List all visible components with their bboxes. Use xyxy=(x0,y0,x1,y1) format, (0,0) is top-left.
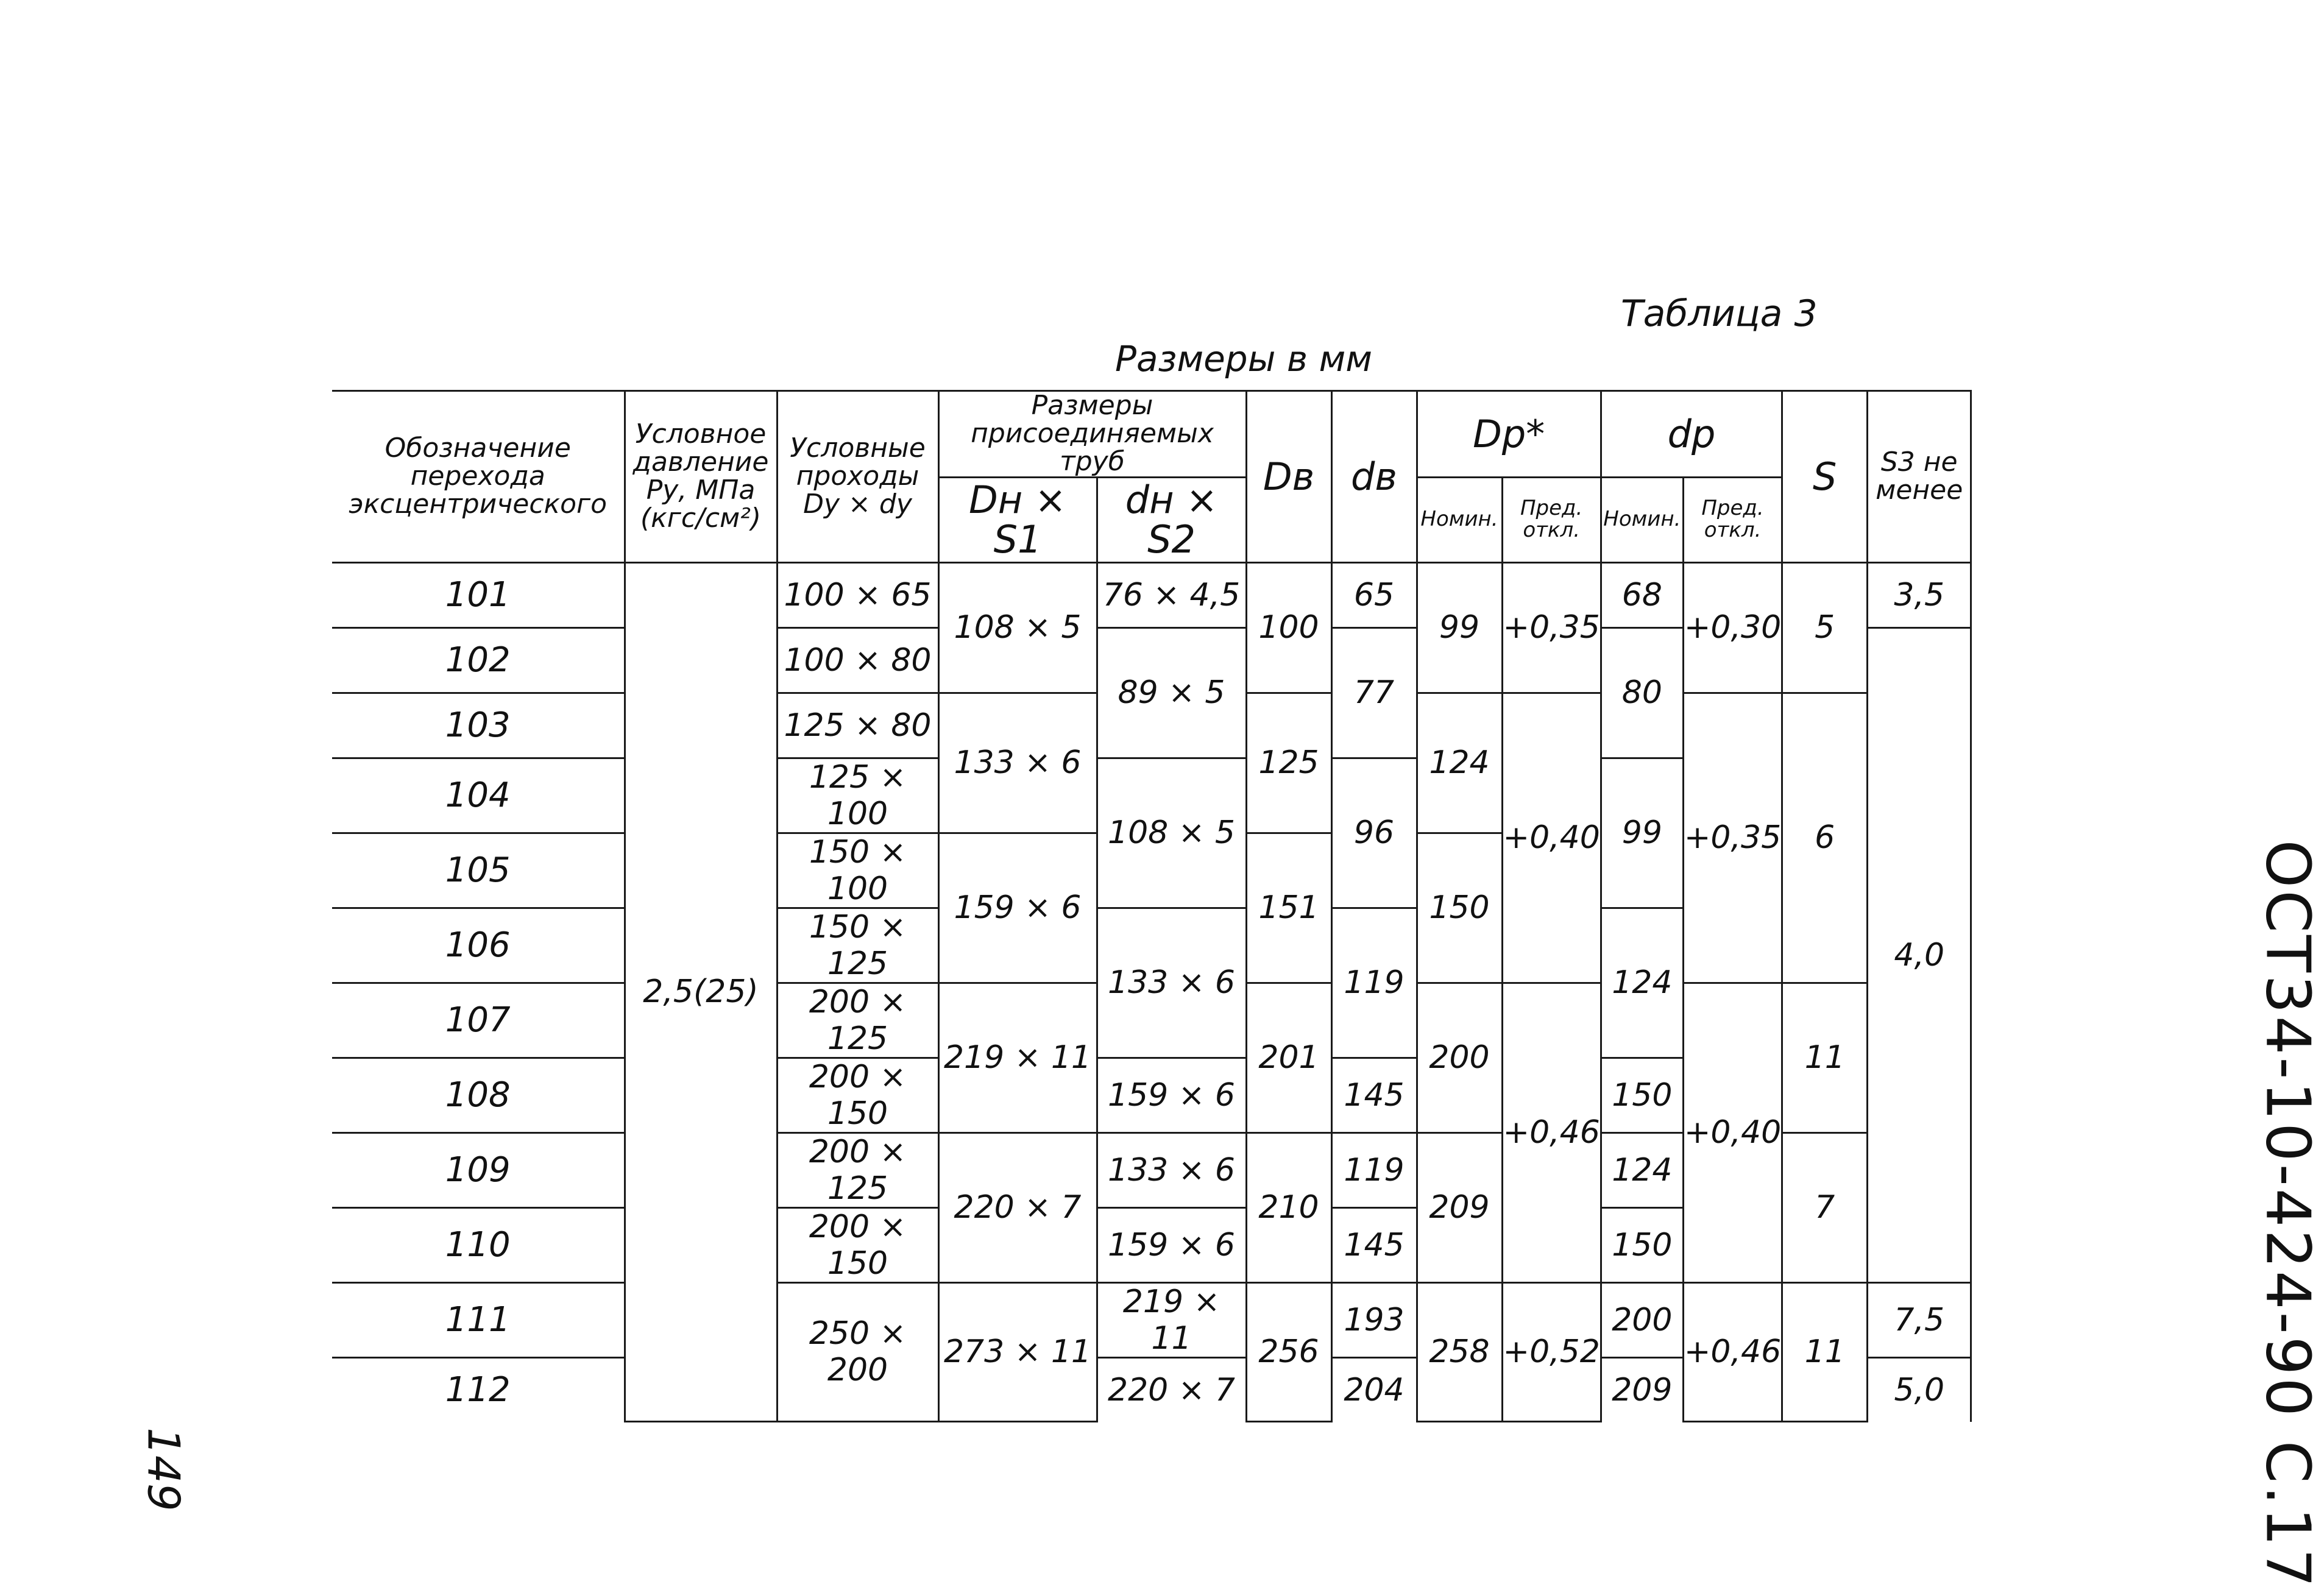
passage-cell: 200 × 125 xyxy=(777,1132,938,1207)
pipe-small-cell: 219 × 11 xyxy=(1097,1282,1246,1357)
passage-cell: 250 × 200 xyxy=(777,1282,938,1422)
dp-deviation-cell: +0,30 xyxy=(1683,562,1782,693)
S3-cell: 7,5 xyxy=(1868,1282,1971,1357)
pipe-big-cell: 273 × 11 xyxy=(938,1282,1097,1422)
header-passages: Условные проходы Dy × dy xyxy=(777,391,938,563)
dp-nominal-cell: 200 xyxy=(1601,1282,1683,1357)
Dp-nominal-cell: 209 xyxy=(1417,1132,1502,1282)
pipe-small-cell: 220 × 7 xyxy=(1097,1357,1246,1422)
S-cell: 6 xyxy=(1782,693,1868,983)
Dp-deviation-cell: +0,35 xyxy=(1502,562,1601,693)
dv-cell: 145 xyxy=(1331,1207,1417,1282)
header-S3: S3 не менее xyxy=(1868,391,1971,563)
page-number: 149 xyxy=(138,1427,190,1511)
S-cell: 5 xyxy=(1782,562,1868,693)
pipe-small-cell: 89 × 5 xyxy=(1097,627,1246,758)
header-Dp-nominal: Номин. xyxy=(1417,477,1502,562)
dp-nominal-cell: 80 xyxy=(1601,627,1683,758)
header-Dp: Dp* xyxy=(1417,391,1601,478)
row-code: 111 xyxy=(332,1282,625,1357)
header-Dp-deviation: Пред. откл. xyxy=(1502,477,1601,562)
row-code: 103 xyxy=(332,693,625,758)
row-code: 105 xyxy=(332,833,625,908)
Dv-cell: 210 xyxy=(1246,1132,1331,1282)
dp-deviation-cell: +0,46 xyxy=(1683,1282,1782,1422)
row-code: 102 xyxy=(332,627,625,693)
pipe-small-cell: 159 × 6 xyxy=(1097,1058,1246,1132)
dv-cell: 96 xyxy=(1331,758,1417,908)
dp-deviation-cell: +0,35 xyxy=(1683,693,1782,983)
Dp-deviation-cell: +0,40 xyxy=(1502,693,1601,983)
Dp-nominal-cell: 99 xyxy=(1417,562,1502,693)
units-caption: Размеры в мм xyxy=(1115,338,1372,380)
dv-cell: 65 xyxy=(1331,562,1417,627)
header-pipe-sizes: Размеры присоединяемых труб xyxy=(938,391,1246,478)
dp-deviation-cell: +0,40 xyxy=(1683,983,1782,1282)
Dp-nominal-cell: 258 xyxy=(1417,1282,1502,1422)
standard-code: ОСТ34-10-424-90 С.17 xyxy=(2252,839,2324,1590)
passage-cell: 150 × 125 xyxy=(777,908,938,983)
Dp-nominal-cell: 200 xyxy=(1417,983,1502,1132)
pipe-big-cell: 219 × 11 xyxy=(938,983,1097,1132)
dv-cell: 119 xyxy=(1331,1132,1417,1207)
passage-cell: 200 × 150 xyxy=(777,1207,938,1282)
dp-nominal-cell: 209 xyxy=(1601,1357,1683,1422)
passage-cell: 100 × 65 xyxy=(777,562,938,627)
Dv-cell: 201 xyxy=(1246,983,1331,1132)
dimensions-table xyxy=(332,390,1972,1422)
header-Dv: Dв xyxy=(1246,391,1331,563)
passage-cell: 125 × 100 xyxy=(777,758,938,833)
pressure-cell: 2,5(25) xyxy=(625,562,777,1422)
Dp-nominal-cell: 124 xyxy=(1417,693,1502,833)
header-pressure: Условное давление Ру, МПа (кгс/см²) xyxy=(625,391,777,563)
Dv-cell: 256 xyxy=(1246,1282,1331,1422)
row-code: 101 xyxy=(332,562,625,627)
dp-nominal-cell: 99 xyxy=(1601,758,1683,908)
pipe-small-cell: 108 × 5 xyxy=(1097,758,1246,908)
dp-nominal-cell: 150 xyxy=(1601,1058,1683,1132)
Dv-cell: 100 xyxy=(1246,562,1331,693)
row-code: 107 xyxy=(332,983,625,1058)
row-code: 109 xyxy=(332,1132,625,1207)
passage-cell: 125 × 80 xyxy=(777,693,938,758)
header-dp-deviation: Пред. откл. xyxy=(1683,477,1782,562)
header-dv: dв xyxy=(1331,391,1417,563)
pipe-big-cell: 220 × 7 xyxy=(938,1132,1097,1282)
pipe-small-cell: 76 × 4,5 xyxy=(1097,562,1246,627)
S3-cell: 5,0 xyxy=(1868,1357,1971,1422)
dv-cell: 204 xyxy=(1331,1357,1417,1422)
pipe-small-cell: 159 × 6 xyxy=(1097,1207,1246,1282)
dv-cell: 119 xyxy=(1331,908,1417,1058)
Dv-cell: 151 xyxy=(1246,833,1331,983)
S3-cell: 3,5 xyxy=(1868,562,1971,627)
pipe-small-cell: 133 × 6 xyxy=(1097,908,1246,1058)
Dp-deviation-cell: +0,46 xyxy=(1502,983,1601,1282)
dp-nominal-cell: 124 xyxy=(1601,1132,1683,1207)
S-cell: 7 xyxy=(1782,1132,1868,1282)
dp-nominal-cell: 124 xyxy=(1601,908,1683,1058)
row-code: 106 xyxy=(332,908,625,983)
pipe-big-cell: 159 × 6 xyxy=(938,833,1097,983)
S-cell: 11 xyxy=(1782,983,1868,1132)
pipe-big-cell: 133 × 6 xyxy=(938,693,1097,833)
row-code: 112 xyxy=(332,1357,625,1422)
header-dp-nominal: Номин. xyxy=(1601,477,1683,562)
passage-cell: 200 × 150 xyxy=(777,1058,938,1132)
passage-cell: 200 × 125 xyxy=(777,983,938,1058)
S3-cell: 4,0 xyxy=(1868,627,1971,1282)
row-code: 108 xyxy=(332,1058,625,1132)
header-dp: dp xyxy=(1601,391,1782,478)
row-code: 104 xyxy=(332,758,625,833)
S-cell: 11 xyxy=(1782,1282,1868,1422)
dv-cell: 193 xyxy=(1331,1282,1417,1357)
header-S: S xyxy=(1782,391,1868,563)
pipe-big-cell: 108 × 5 xyxy=(938,562,1097,693)
dp-nominal-cell: 150 xyxy=(1601,1207,1683,1282)
dv-cell: 145 xyxy=(1331,1058,1417,1132)
passage-cell: 150 × 100 xyxy=(777,833,938,908)
row-code: 110 xyxy=(332,1207,625,1282)
dv-cell: 77 xyxy=(1331,627,1417,758)
header-pipe-big: Dн × S1 xyxy=(938,477,1097,562)
header-pipe-small: dн × S2 xyxy=(1097,477,1246,562)
header-designation: Обозначение перехода эксцентрического xyxy=(332,391,625,563)
Dv-cell: 125 xyxy=(1246,693,1331,833)
Dp-deviation-cell: +0,52 xyxy=(1502,1282,1601,1422)
passage-cell: 100 × 80 xyxy=(777,627,938,693)
table-caption: Таблица 3 xyxy=(1621,292,1818,335)
pipe-small-cell: 133 × 6 xyxy=(1097,1132,1246,1207)
dp-nominal-cell: 68 xyxy=(1601,562,1683,627)
Dp-nominal-cell: 150 xyxy=(1417,833,1502,983)
